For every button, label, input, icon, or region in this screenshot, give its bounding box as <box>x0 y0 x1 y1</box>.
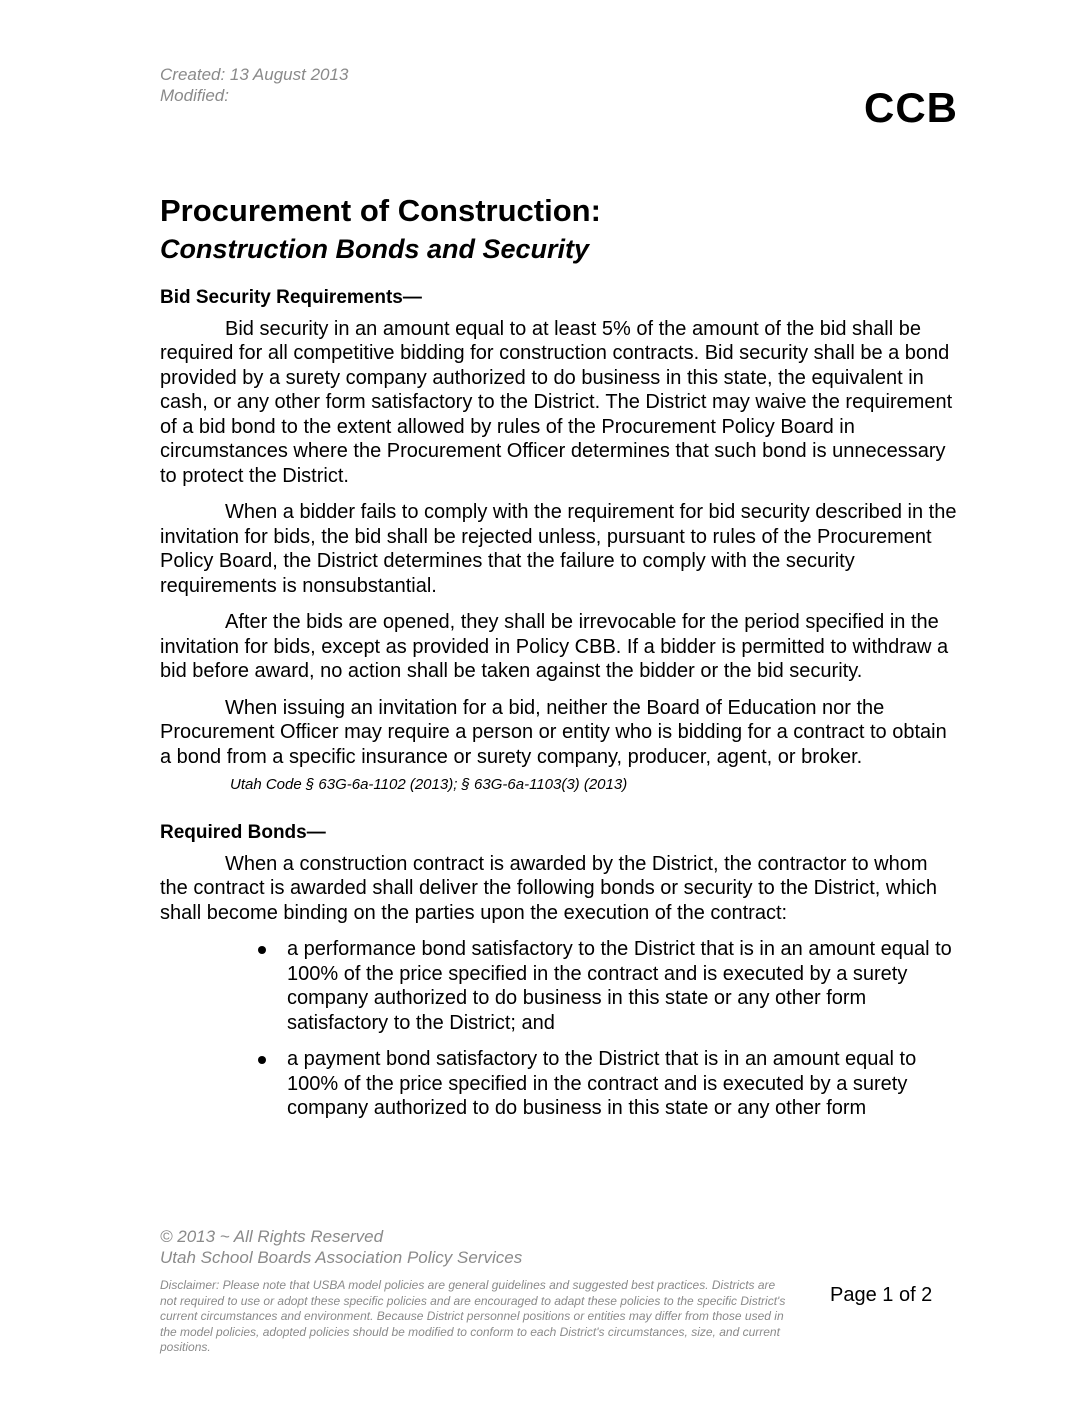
copyright-text: © 2013 ~ All Rights Reserved <box>160 1227 384 1246</box>
paragraph: After the bids are opened, they shall be irrevocable for the period specified in the invitation for bids, except as provided in Policy CBB. If a bidder is permitted to withdraw a bid before award, no action shall be taken against the bidder or the bid security. <box>160 611 949 682</box>
page-subtitle: Construction Bonds and Security <box>160 234 590 264</box>
organization-name: Utah School Boards Association Policy Services <box>160 1248 523 1267</box>
disclaimer: Disclaimer: Please note that USBA model policies are general guidelines and suggested best practices. Districts are not required to use or adopt these specific policies and are encouraged to adapt these policies to the specific District's current circumstances and environment. Because District personnel positions or entities may differ from those used in the model policies, adopted policies should be modified to conform to each District's circumstances, size, and current positions. <box>160 1278 786 1354</box>
page-number: Page 1 of 2 <box>830 1284 933 1306</box>
section-bid-security <box>160 286 960 795</box>
bullet-icon <box>258 1056 266 1064</box>
list-item <box>287 1047 960 1121</box>
title-block <box>160 192 960 266</box>
list-item <box>287 937 960 1035</box>
list-item-text: a performance bond satisfactory to the District that is in an amount equal to 100% of the price specified in the contract and is executed by a surety company authorized to do business in this state or any other form satisfactory to the District; and <box>287 938 952 1034</box>
footer-copyright <box>160 1226 522 1268</box>
document-metadata <box>160 64 348 106</box>
section-required-bonds <box>160 821 960 1121</box>
bond-list <box>160 937 960 1121</box>
section-heading: Required Bonds— <box>160 822 326 843</box>
paragraph: When a bidder fails to comply with the requirement for bid security described in the invitation for bids, the bid shall be rejected unless, pursuant to rules of the Procurement Policy Board, the District determines that the failure to comply with the security requirements is nonsubstantial. <box>160 501 957 597</box>
paragraph: Bid security in an amount equal to at least 5% of the amount of the bid shall be required for all competitive bidding for construction contracts. Bid security shall be a bond provided by a surety company authorized to do business in this state, the equivalent in cash, or any other form satisfactory to the District. The District may waive the requirement of a bid bond to the extent allowed by rules of the Procurement Policy Board in circumstances where the Procurement Officer determines that such bond is unnecessary to protect the District. <box>160 317 953 487</box>
policy-body <box>160 286 960 1133</box>
policy-code: CCB <box>864 84 958 131</box>
paragraph: When issuing an invitation for a bid, neither the Board of Education nor the Procurement Officer may require a person or entity who is bidding for a contract to obtain a bond from a specific insurance or surety company, producer, agent, or broker. <box>160 696 947 768</box>
modified-date: Modified: <box>160 86 229 105</box>
legal-citation: Utah Code § 63G-6a-1102 (2013); § 63G-6a-1103(3) (2013) <box>230 776 628 793</box>
paragraph: When a construction contract is awarded by the District, the contractor to whom the contract is awarded shall deliver the following bonds or security to the District, which shall become binding on the parties upon the execution of the contract: <box>160 852 938 924</box>
created-date: Created: 13 August 2013 <box>160 65 349 84</box>
section-heading: Bid Security Requirements— <box>160 287 422 308</box>
list-item-text: a payment bond satisfactory to the District that is in an amount equal to 100% of the price specified in the contract and is executed by a surety company authorized to do business in this state or any other form <box>287 1048 917 1119</box>
bullet-icon <box>258 946 266 954</box>
page-title: Procurement of Construction: <box>160 193 601 228</box>
